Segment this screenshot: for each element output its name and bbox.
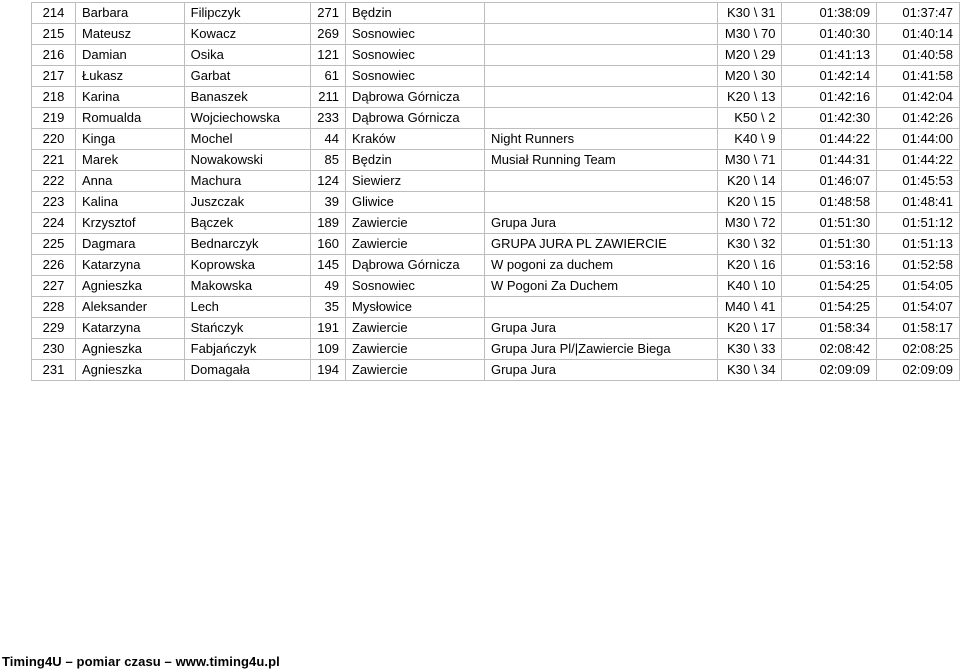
cell-club: [484, 45, 717, 66]
cell-first: Łukasz: [75, 66, 184, 87]
cell-time: 01:42:30: [782, 108, 877, 129]
cell-place: 226: [32, 255, 76, 276]
table-row: [32, 192, 960, 213]
cell-club: [484, 3, 717, 24]
cell-first: Karina: [75, 87, 184, 108]
cell-place: 231: [32, 360, 76, 381]
cell-place: 224: [32, 213, 76, 234]
cell-last: Banaszek: [184, 87, 310, 108]
cell-net: 01:54:07: [877, 297, 960, 318]
cell-place: 225: [32, 234, 76, 255]
cell-place: 214: [32, 3, 76, 24]
cell-net: 01:41:58: [877, 66, 960, 87]
cell-time: 01:41:13: [782, 45, 877, 66]
cell-last: Domagała: [184, 360, 310, 381]
cell-place: 223: [32, 192, 76, 213]
cell-bib: 35: [311, 297, 346, 318]
cell-last: Garbat: [184, 66, 310, 87]
cell-city: Dąbrowa Górnicza: [345, 108, 484, 129]
cell-club: [484, 66, 717, 87]
cell-city: Dąbrowa Górnicza: [345, 255, 484, 276]
cell-place: 218: [32, 87, 76, 108]
cell-first: Katarzyna: [75, 318, 184, 339]
cell-club: [484, 108, 717, 129]
cell-last: Stańczyk: [184, 318, 310, 339]
cell-first: Agnieszka: [75, 339, 184, 360]
cell-time: 01:44:22: [782, 129, 877, 150]
cell-bib: 160: [311, 234, 346, 255]
cell-net: 01:52:58: [877, 255, 960, 276]
results-body: [32, 3, 960, 381]
cell-place: 230: [32, 339, 76, 360]
cell-bib: 271: [311, 3, 346, 24]
cell-last: Bednarczyk: [184, 234, 310, 255]
cell-club: [484, 171, 717, 192]
cell-city: Sosnowiec: [345, 66, 484, 87]
cell-net: 01:54:05: [877, 276, 960, 297]
cell-city: Będzin: [345, 150, 484, 171]
cell-net: 01:58:17: [877, 318, 960, 339]
cell-net: 01:40:14: [877, 24, 960, 45]
cell-city: Będzin: [345, 3, 484, 24]
cell-net: 01:45:53: [877, 171, 960, 192]
cell-time: 02:08:42: [782, 339, 877, 360]
cell-bib: 49: [311, 276, 346, 297]
cell-cat: M30 \ 72: [717, 213, 782, 234]
cell-first: Barbara: [75, 3, 184, 24]
cell-bib: 44: [311, 129, 346, 150]
table-row: [32, 45, 960, 66]
cell-city: Zawiercie: [345, 234, 484, 255]
table-row: [32, 150, 960, 171]
cell-last: Nowakowski: [184, 150, 310, 171]
table-row: [32, 24, 960, 45]
cell-first: Krzysztof: [75, 213, 184, 234]
cell-city: Sosnowiec: [345, 276, 484, 297]
cell-cat: K20 \ 16: [717, 255, 782, 276]
cell-place: 219: [32, 108, 76, 129]
cell-last: Koprowska: [184, 255, 310, 276]
cell-net: 01:40:58: [877, 45, 960, 66]
cell-net: 01:42:04: [877, 87, 960, 108]
cell-time: 01:58:34: [782, 318, 877, 339]
cell-cat: M20 \ 29: [717, 45, 782, 66]
cell-last: Lech: [184, 297, 310, 318]
cell-net: 01:51:12: [877, 213, 960, 234]
cell-last: Kowacz: [184, 24, 310, 45]
cell-last: Wojciechowska: [184, 108, 310, 129]
results-table: [31, 2, 960, 381]
cell-time: 01:54:25: [782, 276, 877, 297]
cell-time: 01:46:07: [782, 171, 877, 192]
cell-cat: K40 \ 9: [717, 129, 782, 150]
cell-cat: K30 \ 34: [717, 360, 782, 381]
cell-last: Juszczak: [184, 192, 310, 213]
cell-cat: M40 \ 41: [717, 297, 782, 318]
cell-net: 01:48:41: [877, 192, 960, 213]
cell-bib: 85: [311, 150, 346, 171]
cell-last: Fabjańczyk: [184, 339, 310, 360]
footer-text: Timing4U – pomiar czasu – www.timing4u.pl: [2, 654, 280, 669]
cell-club: Grupa Jura: [484, 318, 717, 339]
cell-bib: 61: [311, 66, 346, 87]
table-row: [32, 3, 960, 24]
cell-club: Grupa Jura: [484, 213, 717, 234]
cell-city: Dąbrowa Górnicza: [345, 87, 484, 108]
cell-club: GRUPA JURA PL ZAWIERCIE: [484, 234, 717, 255]
cell-last: Makowska: [184, 276, 310, 297]
cell-bib: 269: [311, 24, 346, 45]
cell-bib: 145: [311, 255, 346, 276]
cell-city: Gliwice: [345, 192, 484, 213]
cell-club: W Pogoni Za Duchem: [484, 276, 717, 297]
table-row: [32, 129, 960, 150]
cell-cat: K20 \ 14: [717, 171, 782, 192]
cell-club: [484, 87, 717, 108]
cell-first: Aleksander: [75, 297, 184, 318]
cell-place: 222: [32, 171, 76, 192]
cell-club: W pogoni za duchem: [484, 255, 717, 276]
cell-city: Mysłowice: [345, 297, 484, 318]
cell-bib: 211: [311, 87, 346, 108]
table-row: [32, 66, 960, 87]
table-row: [32, 234, 960, 255]
cell-city: Sosnowiec: [345, 24, 484, 45]
cell-place: 229: [32, 318, 76, 339]
cell-first: Kinga: [75, 129, 184, 150]
cell-first: Katarzyna: [75, 255, 184, 276]
table-row: [32, 171, 960, 192]
cell-cat: M30 \ 70: [717, 24, 782, 45]
cell-first: Anna: [75, 171, 184, 192]
cell-time: 01:42:14: [782, 66, 877, 87]
cell-club: [484, 297, 717, 318]
cell-club: [484, 24, 717, 45]
cell-place: 221: [32, 150, 76, 171]
cell-city: Zawiercie: [345, 318, 484, 339]
cell-time: 01:51:30: [782, 234, 877, 255]
cell-time: 01:51:30: [782, 213, 877, 234]
cell-cat: M20 \ 30: [717, 66, 782, 87]
cell-place: 220: [32, 129, 76, 150]
cell-first: Agnieszka: [75, 276, 184, 297]
table-row: [32, 87, 960, 108]
cell-club: Grupa Jura Pl/|Zawiercie Biega: [484, 339, 717, 360]
cell-time: 01:44:31: [782, 150, 877, 171]
cell-club: [484, 192, 717, 213]
table-row: [32, 360, 960, 381]
cell-city: Zawiercie: [345, 339, 484, 360]
cell-net: 01:42:26: [877, 108, 960, 129]
cell-bib: 124: [311, 171, 346, 192]
table-row: [32, 297, 960, 318]
cell-first: Agnieszka: [75, 360, 184, 381]
table-row: [32, 108, 960, 129]
cell-place: 215: [32, 24, 76, 45]
table-row: [32, 213, 960, 234]
cell-cat: K20 \ 13: [717, 87, 782, 108]
cell-time: 01:53:16: [782, 255, 877, 276]
cell-last: Filipczyk: [184, 3, 310, 24]
table-row: [32, 276, 960, 297]
cell-net: 01:44:22: [877, 150, 960, 171]
table-row: [32, 339, 960, 360]
cell-last: Bączek: [184, 213, 310, 234]
cell-cat: K30 \ 33: [717, 339, 782, 360]
cell-time: 02:09:09: [782, 360, 877, 381]
cell-time: 01:40:30: [782, 24, 877, 45]
cell-bib: 194: [311, 360, 346, 381]
cell-last: Machura: [184, 171, 310, 192]
cell-place: 228: [32, 297, 76, 318]
cell-first: Marek: [75, 150, 184, 171]
cell-first: Mateusz: [75, 24, 184, 45]
cell-city: Kraków: [345, 129, 484, 150]
cell-cat: K20 \ 15: [717, 192, 782, 213]
cell-bib: 189: [311, 213, 346, 234]
cell-cat: K30 \ 32: [717, 234, 782, 255]
cell-net: 02:08:25: [877, 339, 960, 360]
cell-city: Zawiercie: [345, 213, 484, 234]
cell-time: 01:54:25: [782, 297, 877, 318]
cell-cat: M30 \ 71: [717, 150, 782, 171]
cell-last: Osika: [184, 45, 310, 66]
cell-time: 01:48:58: [782, 192, 877, 213]
cell-club: Night Runners: [484, 129, 717, 150]
cell-last: Mochel: [184, 129, 310, 150]
cell-place: 216: [32, 45, 76, 66]
cell-first: Dagmara: [75, 234, 184, 255]
table-row: [32, 318, 960, 339]
table-row: [32, 255, 960, 276]
cell-bib: 39: [311, 192, 346, 213]
cell-bib: 121: [311, 45, 346, 66]
cell-club: Musiał Running Team: [484, 150, 717, 171]
cell-city: Zawiercie: [345, 360, 484, 381]
cell-bib: 191: [311, 318, 346, 339]
cell-city: Siewierz: [345, 171, 484, 192]
cell-cat: K20 \ 17: [717, 318, 782, 339]
cell-place: 227: [32, 276, 76, 297]
cell-first: Damian: [75, 45, 184, 66]
cell-net: 01:37:47: [877, 3, 960, 24]
cell-cat: K50 \ 2: [717, 108, 782, 129]
cell-club: Grupa Jura: [484, 360, 717, 381]
cell-bib: 233: [311, 108, 346, 129]
cell-bib: 109: [311, 339, 346, 360]
cell-first: Kalina: [75, 192, 184, 213]
cell-place: 217: [32, 66, 76, 87]
cell-cat: K40 \ 10: [717, 276, 782, 297]
cell-city: Sosnowiec: [345, 45, 484, 66]
cell-net: 01:51:13: [877, 234, 960, 255]
cell-time: 01:38:09: [782, 3, 877, 24]
cell-net: 02:09:09: [877, 360, 960, 381]
cell-net: 01:44:00: [877, 129, 960, 150]
cell-cat: K30 \ 31: [717, 3, 782, 24]
cell-time: 01:42:16: [782, 87, 877, 108]
cell-first: Romualda: [75, 108, 184, 129]
